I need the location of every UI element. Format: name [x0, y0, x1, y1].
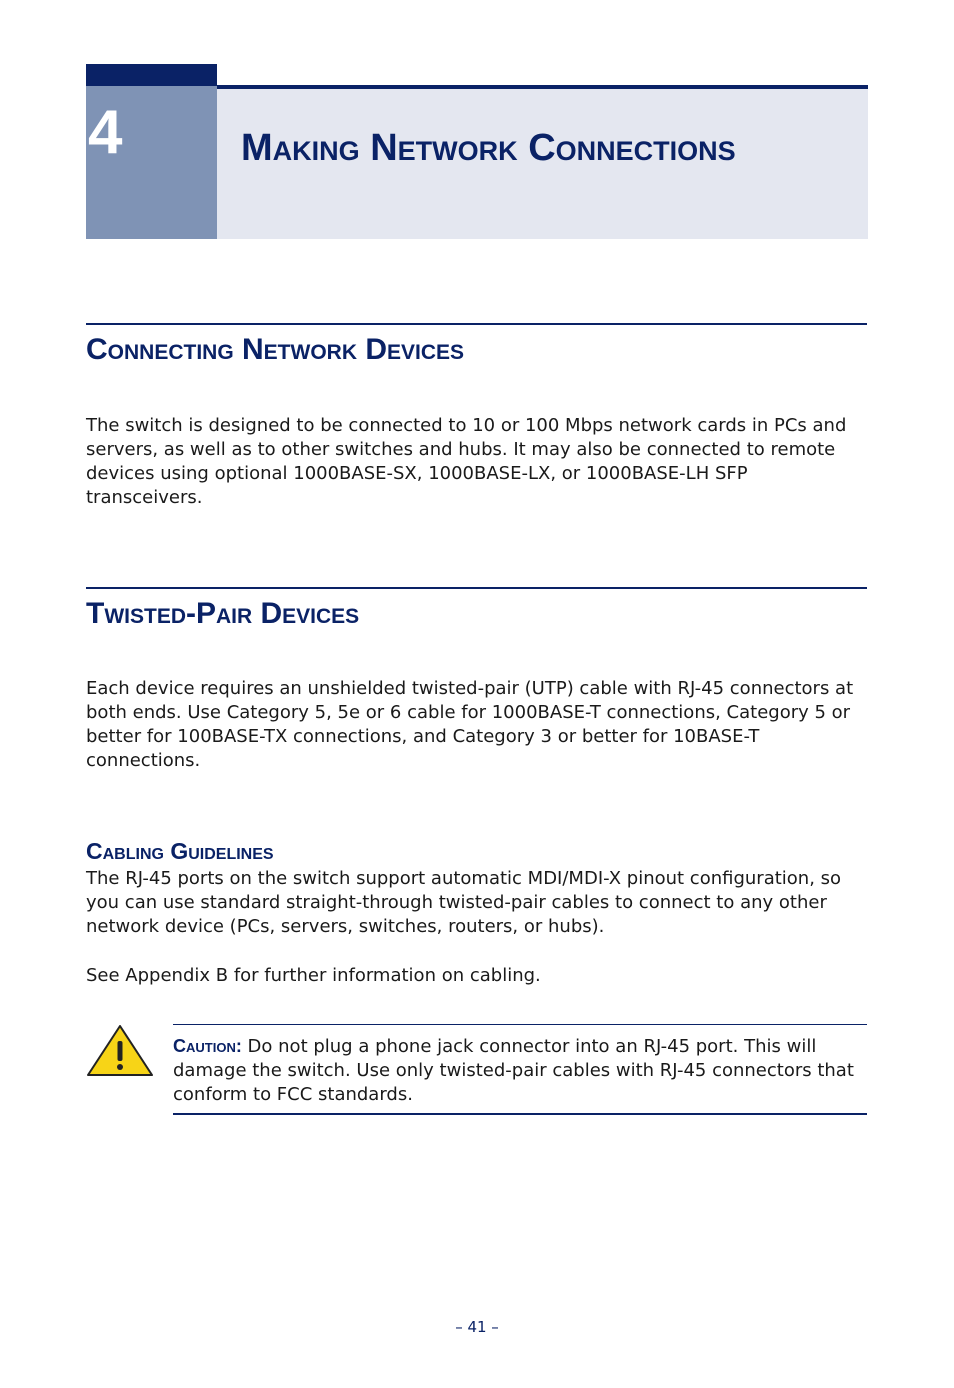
chapter-number: 4: [88, 98, 123, 167]
caution-body: Do not plug a phone jack connector into an RJ-45 port. This will damage the switch. Use only twisted-pair cables with RJ-45 connectors that conform to FCC standards.: [173, 1036, 854, 1105]
warning-triangle-icon: [86, 1024, 154, 1078]
caution-message: [173, 1034, 867, 1107]
chapter-title: Making Network Connections: [241, 127, 736, 169]
chapter-title-band: [217, 85, 868, 239]
subsection-note-appendix: See Appendix B for further information on cabling.: [86, 965, 541, 986]
chapter-number-block: [86, 64, 217, 239]
section-title-twisted-pair-devices: Twisted-Pair Devices: [86, 597, 360, 630]
page-number: – 41 –: [455, 1318, 499, 1336]
caution-label: Caution:: [173, 1036, 242, 1056]
subsection-title-cabling-guidelines: Cabling Guidelines: [86, 838, 274, 864]
section-rule: [86, 323, 867, 325]
section-body-connecting-network-devices: The switch is designed to be connected to 10 or 100 Mbps network cards in PCs and servers, as well as to other switches and hubs. It may also be connected to remote devices using optional 1000BASE-SX, 1000BASE-LX, or 1000BASE-LH SFP transceivers.: [86, 415, 847, 508]
caution-bottom-rule: [173, 1113, 867, 1115]
caution-top-rule: [173, 1024, 867, 1025]
chapter-number-bar: [86, 64, 217, 86]
section-body-twisted-pair-devices: Each device requires an unshielded twisted-pair (UTP) cable with RJ-45 connectors at both ends. Use Category 5, 5e or 6 cable for 1000BASE-T connections, Category 5 or better for 100BASE-TX connections, and Category 3 or better for 10BASE-T connections.: [86, 678, 854, 771]
section-rule: [86, 587, 867, 589]
subsection-body-cabling-guidelines: The RJ-45 ports on the switch support automatic MDI/MDI-X pinout configuration, so you can use standard straight-through twisted-pair cables to connect to any other network device (PCs, servers, switches, routers, or hubs).: [86, 868, 842, 937]
section-title-connecting-network-devices: Connecting Network Devices: [86, 333, 465, 366]
